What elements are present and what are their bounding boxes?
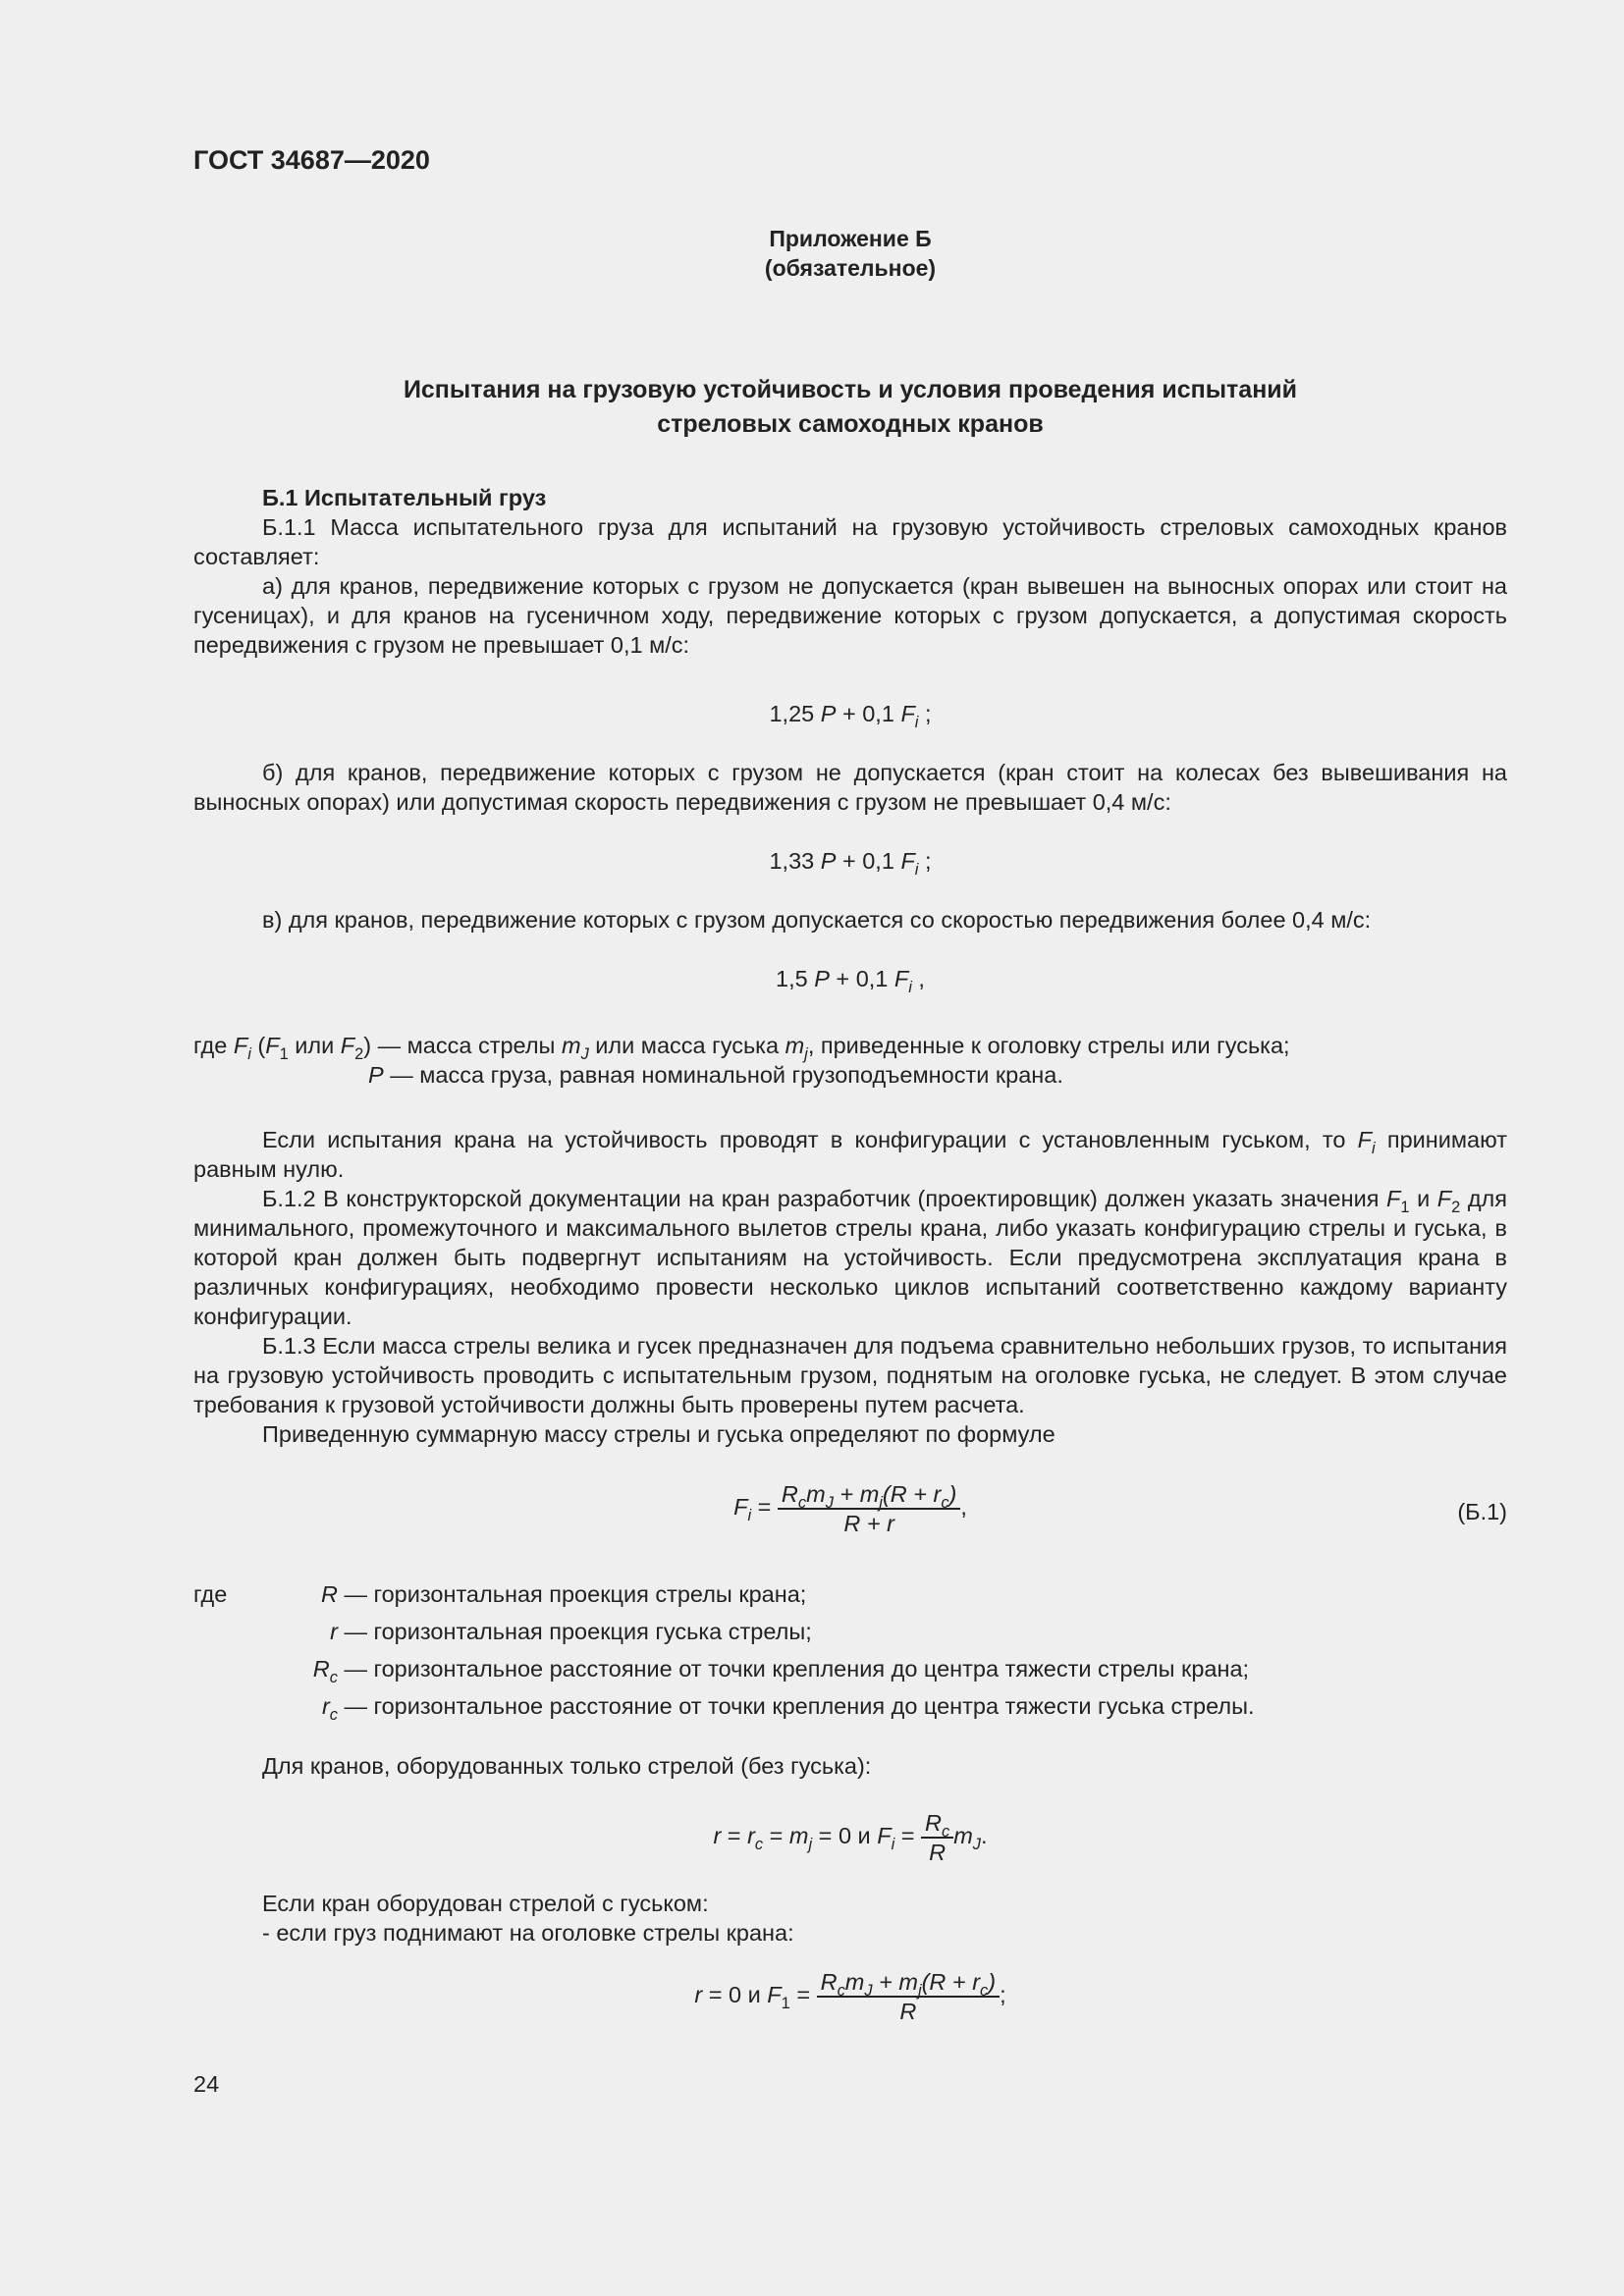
where-small-r: r — горизонтальная проекция гуська стрелы;: [330, 1619, 812, 1644]
paragraphs-block: [193, 1125, 1507, 1449]
paragraph-fi-zero: Если испытания крана на устойчивость проводят в конфигурации с установленным гуськом, то $F_i$ принимают равным нулю.: [193, 1127, 1507, 1182]
item-c-block: [193, 905, 1507, 934]
jib-block: [193, 1889, 1507, 1948]
title-line-2: стреловых самоходных кранов: [657, 410, 1044, 438]
boom-only-block: [193, 1751, 1507, 1781]
paragraph-b13: Б.1.3 Если масса стрелы велика и гусек предназначен для подъема сравнительно небольших грузов, то испытания на грузовую устойчивость проводить с испытательным грузом, поднятым на оголовке гуська, не следует. В этом случае требования к грузовой устойчивости должны быть проверены путем расчета.: [193, 1333, 1507, 1417]
item-a: а) для кранов, передвижение которых с грузом не допускается (кран вывешен на выносных опорах или стоит на гусеницах), и для кранов на гусеничном ходу, передвижение которых с грузом допускается, а допустимая скорость передвижения с грузом не превышает 0,1 м/с:: [193, 573, 1507, 658]
page-number: 24: [193, 2071, 220, 2097]
where-p: P — масса груза, равная номинальной грузоподъемности крана.: [368, 1062, 1063, 1088]
where-rc: $R_c$ — горизонтальное расстояние от точки крепления до центра тяжести стрелы крана;: [312, 1656, 1250, 1686]
formula-b1: $F_i$ = $\frac{R_cm_J + m_j(R + r_c)}{R + r}$ ,: [733, 1481, 967, 1536]
paragraph-jib-case: - если груз поднимают на оголовке стрелы крана:: [262, 1920, 794, 1946]
appendix-heading: [193, 224, 1507, 283]
title-line-1: Испытания на грузовую устойчивость и условия проведения испытаний: [403, 376, 1298, 403]
document-title: [193, 373, 1507, 442]
paragraph-b12: Б.1.2 В конструкторской документации на кран разработчик (проектировщик) должен указать значения $F_1$ и $F_2$ для минимального, промежуточного и максимального вылетов стрелы крана, либо указать конфигурацию стрелы и гуська, в которой кран должен быть подвергнут испытаниям на устойчивость. Если предусмотрена эксплуатация крана в различных конфигурациях, необходимо провести несколько циклов испытаний соответственно каждому варианту конфигурации.: [193, 1186, 1507, 1329]
formula-a: 1,25 P + 0,1 $F_i$ ;: [769, 701, 932, 731]
item-c: в) для кранов, передвижение которых с грузом допускается со скоростью передвижения более 0,4 м/с:: [262, 907, 1372, 933]
formula-number: (Б.1): [1457, 1499, 1507, 1524]
where-block-1: [193, 1031, 1507, 1090]
section-b1-block: [193, 483, 1507, 660]
where-fi: где $F_i$ ($F_1$ или $F_2$) — масса стрелы $m_J$ или масса гуська $m_j$, приведенные к оголовку стрелы или гуська;: [193, 1033, 1290, 1063]
paragraph-boom-only: Для кранов, оборудованных только стрелой (без гуська):: [262, 1753, 872, 1779]
where-r: R — горизонтальная проекция стрелы крана;: [321, 1581, 807, 1607]
standard-number: ГОСТ 34687—2020: [193, 145, 430, 175]
item-b: б) для кранов, передвижение которых с грузом не допускается (кран стоит на колесах без вывешивания на выносных опорах) или допустимая скорость передвижения с грузом не превышает 0,4 м/с:: [193, 760, 1507, 815]
formula-b: 1,33 P + 0,1 $F_i$ ;: [769, 848, 932, 879]
paragraph-formula-intro: Приведенную суммарную массу стрелы и гуська определяют по формуле: [262, 1421, 1056, 1447]
item-b-block: [193, 758, 1507, 817]
where-small-rc: $r_c$ — горизонтальное расстояние от точки крепления до центра тяжести гуська стрелы.: [321, 1693, 1255, 1724]
formula-c: 1,5 P + 0,1 $F_i$ ,: [776, 966, 925, 996]
paragraph-jib: Если кран оборудован стрелой с гуськом:: [262, 1891, 709, 1916]
section-heading: Б.1 Испытательный груз: [262, 485, 547, 510]
appendix-status: (обязательное): [764, 255, 937, 281]
formula-jib: r = 0 и $F_1$ = $\frac{R_cm_J + m_j(R + r_c)}{R}$ ;: [694, 1969, 1006, 2024]
appendix-label: Приложение Б: [769, 226, 932, 251]
where-label: где: [193, 1581, 228, 1607]
formula-boom-only: $r = r_c = m_j = 0$ и $F_i$ = $\frac{R_c}{R}$ $m_J$.: [713, 1810, 988, 1865]
where-block-2: [193, 1579, 1507, 1729]
paragraph-b11: Б.1.1 Масса испытательного груза для испытаний на грузовую устойчивость стреловых самоходных кранов составляет:: [193, 514, 1507, 569]
